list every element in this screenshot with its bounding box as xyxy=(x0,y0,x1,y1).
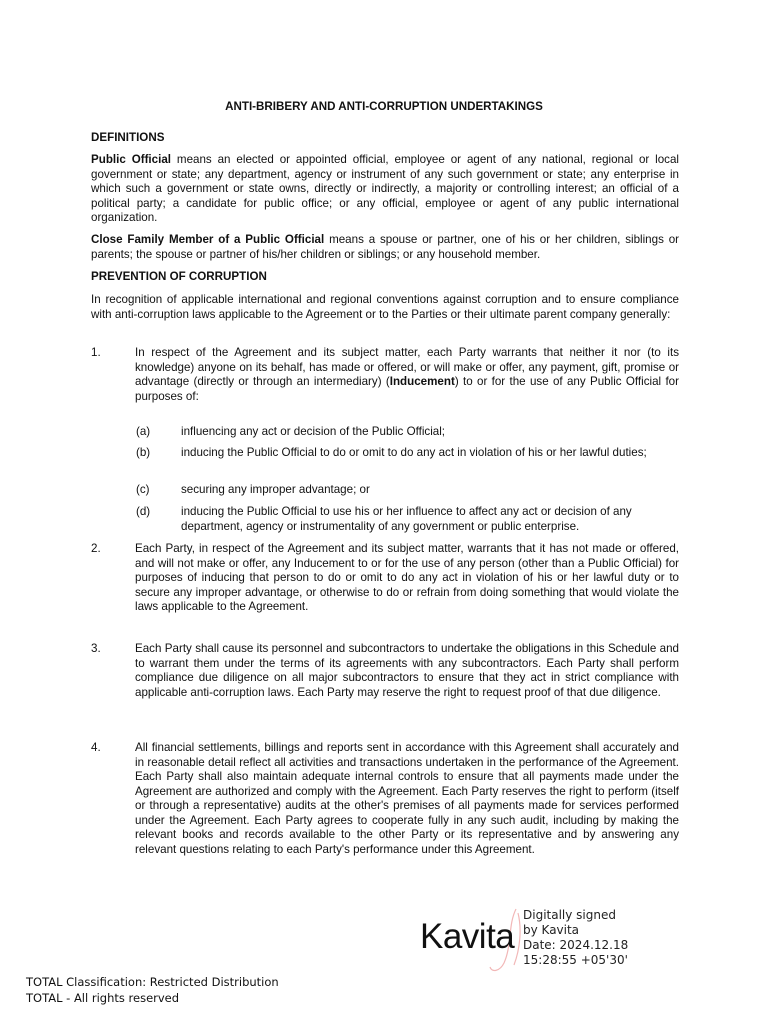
clause-number: 3. xyxy=(91,642,101,655)
subclause-label: (b) xyxy=(136,446,151,459)
clause-4-text: All financial settlements, billings and reports sent in accordance with this Agreement shall accurately and in reasonable detail reflect all activities and transactions undertaken in the performance of the Agreement. Each Party shall also maintain adequate internal controls to ensure that all payments made under the Agreement are authorized and comply with the Agreement. Each Party reserves the right to perform (itself or through a representative) audits at the other's premises of all payments made for services performed under the Agreement. Each Party agrees to cooperate fully in any such audit, including by making the relevant books and records available to the other Party or its representative and by answering any relevant questions relating to each Party's performance under this Agreement. xyxy=(135,741,679,856)
signature-name: Kavita xyxy=(420,917,515,956)
clause-1-text-b: ) to or for the use of any Public Official for purposes of: xyxy=(135,375,679,403)
clause-2-text: Each Party, in respect of the Agreement and its subject matter, warrants that it has not made or offered, and will not make or offer, any Inducement to or for the use of any person (other than a Public Official) for purposes of inducing that person to do or omit to do any act in violation of his or her lawful duty or to secure any improper advantage, or otherwise to do or refrain from doing something that would violate the laws applicable to the Agreement. xyxy=(135,542,679,613)
digital-signature-block xyxy=(523,908,628,968)
clause-1-text xyxy=(135,346,679,404)
subclause-label: (c) xyxy=(136,483,150,496)
signature-date: Date: 2024.12.18 xyxy=(523,938,629,952)
close-family-definition xyxy=(91,233,679,262)
close-family-text: means a spouse or partner, one of his or her children, siblings or parents; the spouse or partner of his/her children or siblings; or any household member. xyxy=(91,233,680,261)
prevention-heading: PREVENTION OF CORRUPTION xyxy=(91,270,267,283)
signature-line: by Kavita xyxy=(523,923,580,937)
clause-number: 2. xyxy=(91,542,101,555)
clause-3-text: Each Party shall cause its personnel and subcontractors to undertake the obligations in this Schedule and to warrant them under the terms of its agreements with any subcontractors. Each Party shall perform compliance due diligence on all major subcontractors to ensure that they act in strict compliance with applicable anti-corruption laws. Each Party may reserve the right to request proof of that due diligence. xyxy=(135,642,679,699)
footer-classification: TOTAL Classification: Restricted Distribution xyxy=(26,975,279,989)
prevention-intro: In recognition of applicable international and regional conventions against corruption and to ensure compliance with anti-corruption laws applicable to the Agreement or to the Parties or their ultimate parent company generally: xyxy=(91,293,679,321)
signature-time: 15:28:55 +05'30' xyxy=(523,953,628,967)
footer-rights: TOTAL - All rights reserved xyxy=(26,991,180,1005)
clause-number: 1. xyxy=(91,346,101,359)
subclause-label: (a) xyxy=(136,425,151,438)
signature-line: Digitally signed xyxy=(523,908,616,922)
clause-1-text-a: In respect of the Agreement and its subject matter, each Party warrants that neither it nor (to its knowledge) anyone on its behalf, has made or offered, or will make or offer, any payment, gift, promise or advantage (directly or through an intermediary) ( xyxy=(135,346,679,388)
close-family-term: Close Family Member of a Public Official xyxy=(91,233,325,246)
public-official-definition xyxy=(91,153,679,226)
inducement-term: Inducement xyxy=(389,375,455,388)
subclause-text: securing any improper advantage; or xyxy=(181,483,370,496)
public-official-text: means an elected or appointed official, employee or agent of any national, regional or local government or state; any department, agency or instrument of any such government or state; any enterprise in which such a government or state owns, directly or indirectly, a majority or controlling interest; an official of a political party; a candidate for public office; or any official, employee or agent of any public international organization. xyxy=(91,153,679,224)
subclause-text: inducing the Public Official to do or omit to do any act in violation of his or her lawful duties; xyxy=(181,446,647,459)
definitions-heading: DEFINITIONS xyxy=(91,131,165,144)
subclause-label: (d) xyxy=(136,505,151,518)
subclause-text: influencing any act or decision of the Public Official; xyxy=(181,425,446,438)
subclause-text: inducing the Public Official to use his or her influence to affect any act or decision of any department, agency or instrumentality of any government or public enterprise. xyxy=(181,505,632,533)
clause-number: 4. xyxy=(91,741,101,754)
public-official-term: Public Official xyxy=(91,153,171,166)
document-title: ANTI-BRIBERY AND ANTI-CORRUPTION UNDERTAKINGS xyxy=(225,100,543,113)
